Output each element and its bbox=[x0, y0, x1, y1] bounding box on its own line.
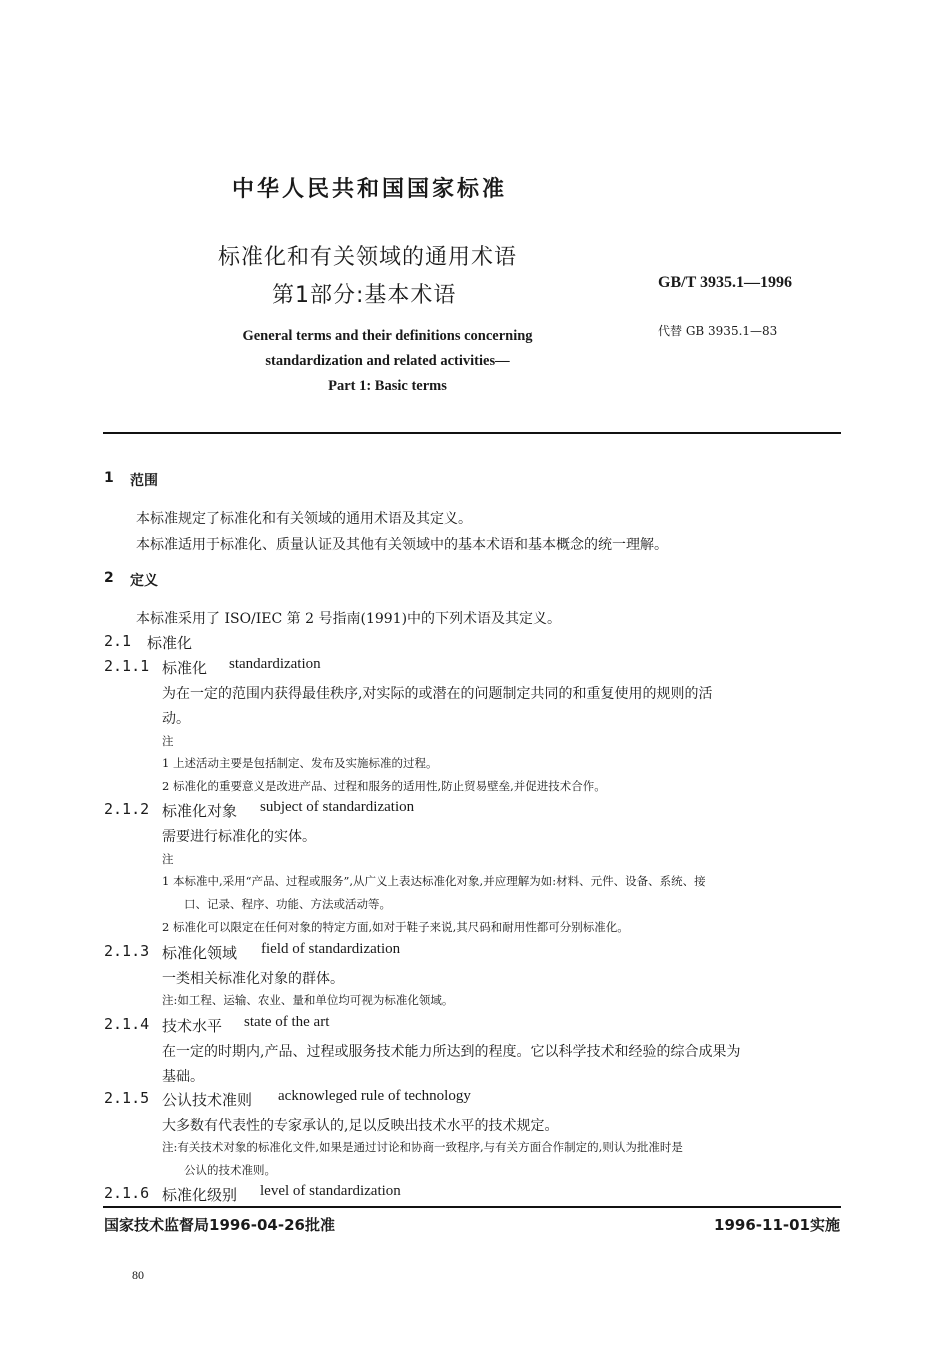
clause-2-1-3-number: 2.1.3 bbox=[104, 942, 150, 960]
english-title-line-1: General terms and their definitions concerning bbox=[242, 328, 533, 344]
clause-2-1-5-note-1: 注:有关技术对象的标准化文件,如果是通过讨论和协商一致程序,与有关方面合作制定的,则认为批准时是 bbox=[162, 1140, 683, 1154]
clause-2-1-5-def-1: 大多数有代表性的专家承认的,足以反映出技术水平的技术规定。 bbox=[162, 1118, 559, 1134]
clause-2-1-number: 2.1 bbox=[104, 632, 132, 650]
clause-2-1-3-term: 标准化领域 bbox=[162, 944, 238, 962]
clause-2-1-4-def-2: 基础。 bbox=[162, 1069, 204, 1085]
header-divider bbox=[103, 432, 841, 434]
clause-2-1-3-note: 注:如工程、运输、农业、量和单位均可视为标准化领域。 bbox=[162, 993, 454, 1007]
section-1-para-2: 本标准适用于标准化、质量认证及其他有关领域中的基本术语和基本概念的统一理解。 bbox=[136, 537, 668, 553]
clause-2-1-3-english: field of standardization bbox=[261, 941, 401, 957]
section-2-number: 2 bbox=[104, 570, 114, 586]
clause-2-1-4-def-1: 在一定的时期内,产品、过程或服务技术能力所达到的程度。它以科学技术和经验的综合成果为 bbox=[162, 1044, 741, 1060]
clause-2-1-1-english: standardization bbox=[229, 656, 321, 672]
implementation-date: 1996-11-01实施 bbox=[714, 1216, 840, 1234]
clause-2-1-4-term: 技术水平 bbox=[162, 1017, 223, 1035]
approval-date: 国家技术监督局1996-04-26批准 bbox=[104, 1216, 335, 1234]
clause-2-1-6-number: 2.1.6 bbox=[104, 1184, 150, 1202]
section-1-number: 1 bbox=[104, 470, 114, 486]
clause-2-1-2-english: subject of standardization bbox=[260, 799, 415, 815]
clause-2-1-5-number: 2.1.5 bbox=[104, 1089, 150, 1107]
section-2-title: 定义 bbox=[130, 573, 158, 589]
clause-2-1-4-english: state of the art bbox=[244, 1014, 330, 1030]
clause-2-1-4-number: 2.1.4 bbox=[104, 1015, 150, 1033]
clause-2-1-2-note-1a: 1 本标准中,采用“产品、过程或服务”,从广义上表达标准化对象,并应理解为如:材料、元件、设备、系统、接 bbox=[162, 874, 706, 888]
clause-2-1-1-note-2: 2 标准化的重要意义是改进产品、过程和服务的适用性,防止贸易壁垒,并促进技术合作。 bbox=[162, 779, 606, 793]
clause-2-1-5-english: acknowleged rule of technology bbox=[278, 1088, 471, 1104]
clause-2-1-1-def-2: 动。 bbox=[162, 711, 190, 727]
clause-2-1-2-def-1: 需要进行标准化的实体。 bbox=[162, 829, 316, 845]
clause-2-1-1-term: 标准化 bbox=[162, 659, 208, 677]
clause-2-1-1-def-1: 为在一定的范围内获得最佳秩序,对实际的或潜在的问题制定共同的和重复使用的规则的活 bbox=[162, 686, 713, 702]
clause-2-1-5-term: 公认技术准则 bbox=[162, 1091, 253, 1109]
clause-2-1-5-note-2: 公认的技术准则。 bbox=[184, 1163, 276, 1177]
english-title bbox=[160, 324, 615, 399]
section-1-title: 范围 bbox=[130, 473, 158, 489]
clause-2-1-2-note-label: 注 bbox=[162, 852, 174, 866]
clause-2-1-3-def-1: 一类相关标准化对象的群体。 bbox=[162, 971, 344, 987]
english-title-line-2: standardization and related activities— bbox=[265, 353, 510, 369]
clause-2-1-2-number: 2.1.2 bbox=[104, 800, 150, 818]
footer-divider bbox=[103, 1206, 841, 1208]
clause-2-1-6-term: 标准化级别 bbox=[162, 1186, 238, 1204]
title-line-2: 第1部分:基本术语 bbox=[272, 283, 457, 308]
section-1-para-1: 本标准规定了标准化和有关领域的通用术语及其定义。 bbox=[136, 511, 472, 527]
clause-2-1-1-note-label: 注 bbox=[162, 734, 174, 748]
standard-number: GB/T 3935.1—1996 bbox=[658, 274, 792, 291]
clause-2-1-1-number: 2.1.1 bbox=[104, 657, 150, 675]
clause-2-1-2-note-2: 2 标准化可以限定在任何对象的特定方面,如对于鞋子来说,其尺码和耐用性都可分别标准化。 bbox=[162, 920, 629, 934]
title-line-1: 标准化和有关领域的通用术语 bbox=[218, 245, 518, 270]
replaces-standard: 代替 GB 3935.1—83 bbox=[658, 324, 778, 338]
english-title-line-3: Part 1: Basic terms bbox=[328, 378, 447, 394]
clause-2-1-term: 标准化 bbox=[147, 634, 193, 652]
clause-2-1-6-english: level of standardization bbox=[260, 1183, 401, 1199]
clause-2-1-2-note-1b: 口、记录、程序、功能、方法或活动等。 bbox=[184, 897, 391, 911]
clause-2-1-1-note-1: 1 上述活动主要是包括制定、发布及实施标准的过程。 bbox=[162, 756, 438, 770]
clause-2-1-2-term: 标准化对象 bbox=[162, 802, 238, 820]
page-number: 80 bbox=[132, 1268, 144, 1282]
section-2-para-1: 本标准采用了 ISO/IEC 第 2 号指南(1991)中的下列术语及其定义。 bbox=[136, 611, 562, 627]
national-standard-heading: 中华人民共和国国家标准 bbox=[232, 177, 508, 202]
